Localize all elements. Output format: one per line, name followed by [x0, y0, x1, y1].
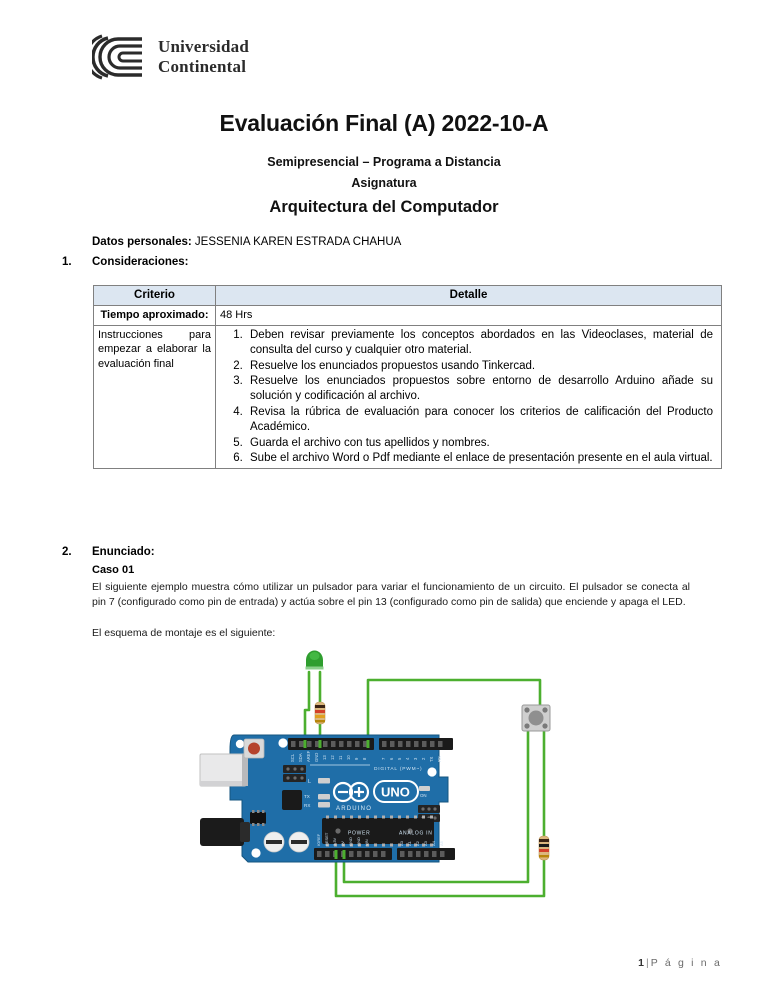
section-2-label: Enunciado: — [92, 546, 155, 558]
svg-text:RESET: RESET — [324, 832, 329, 846]
personal-data-value: JESSENIA KAREN ESTRADA CHAHUA — [194, 236, 402, 248]
svg-text:10: 10 — [346, 755, 351, 760]
personal-data-row — [92, 236, 401, 248]
svg-text:AREF: AREF — [306, 750, 311, 762]
svg-text:8: 8 — [362, 757, 367, 760]
instructions-list — [220, 328, 717, 467]
svg-text:RX: RX — [437, 756, 442, 762]
svg-text:6: 6 — [389, 757, 394, 760]
arduino-circuit-figure — [196, 650, 586, 930]
svg-text:3: 3 — [413, 757, 418, 760]
svg-text:SDA: SDA — [298, 753, 303, 762]
list-item: 4. Revisa la rúbrica de evaluación para conocer los criterios de calificación del Producto Académico. — [246, 405, 713, 436]
university-logo-block — [92, 34, 249, 80]
detalle-instrucciones — [216, 325, 722, 469]
svg-text:GND: GND — [348, 837, 353, 846]
resistor-led — [315, 702, 325, 724]
svg-text:13: 13 — [322, 755, 327, 760]
svg-text:DIGITAL (PWM~): DIGITAL (PWM~) — [374, 767, 423, 772]
list-item: 6. Sube el archivo Word o Pdf mediante el enlace de presentación presente en el aula virtual. — [246, 451, 713, 466]
svg-text:POWER: POWER — [348, 830, 371, 837]
footer-page-number: 1 — [638, 957, 644, 969]
svg-text:ARDUINO: ARDUINO — [336, 806, 373, 812]
section-1-label: Consideraciones: — [92, 256, 189, 268]
table-header-criterio: Criterio — [94, 286, 216, 306]
table-row — [94, 325, 722, 469]
enunciado-paragraph: El siguiente ejemplo muestra cómo utilizar un pulsador para variar el funcionamiento de un circuito. El pulsador se conecta al pin 7 (configurado como pin de entrada) y actúa sobre el pin 13 (configurado como pin de salida) que enciende y apaga el LED. — [92, 581, 690, 608]
svg-text:ANALOG IN: ANALOG IN — [399, 830, 433, 837]
universidad-continental-logo-icon — [92, 34, 148, 80]
svg-text:12: 12 — [330, 755, 335, 760]
footer-page-word: P á g i n a — [650, 957, 722, 969]
svg-text:A1: A1 — [407, 841, 412, 846]
footer-separator: | — [645, 957, 649, 969]
table-row — [94, 306, 722, 326]
svg-text:L: L — [308, 779, 312, 785]
svg-text:GND: GND — [314, 752, 319, 762]
svg-text:TX: TX — [304, 794, 310, 799]
svg-text:2: 2 — [421, 757, 426, 760]
page-footer — [638, 957, 722, 969]
svg-text:A0: A0 — [399, 841, 404, 846]
criterio-tiempo-aproximado: Tiempo aproximado: — [94, 306, 216, 326]
subtitle-modality: Semipresencial – Programa a Distancia — [267, 155, 501, 169]
brand-line-1: Universidad — [158, 36, 249, 56]
arduino-uno-board — [200, 735, 455, 862]
enunciado-paragraph-2: El esquema de montaje es el siguiente: — [92, 627, 276, 639]
section-1-number: 1. — [62, 256, 72, 268]
svg-text:7: 7 — [381, 757, 386, 760]
svg-text:GND: GND — [356, 837, 361, 846]
caso-label: Caso 01 — [92, 564, 135, 576]
svg-text:A3: A3 — [423, 841, 428, 846]
svg-text:A2: A2 — [415, 841, 420, 846]
svg-text:4: 4 — [405, 757, 410, 760]
document-title: Evaluación Final (A) 2022-10-A — [219, 110, 549, 136]
document-subtitles — [0, 152, 768, 220]
criterio-instrucciones: Instrucciones para empezar a elaborar la evaluación final — [94, 325, 216, 469]
resistor-pulldown — [539, 836, 549, 860]
svg-text:RX: RX — [304, 803, 311, 808]
list-item: 3. Resuelve los enunciados propuestos sobre entorno de desarrollo Arduino añade su solución y codificación al archivo. — [246, 374, 713, 405]
detalle-tiempo-aproximado: 48 Hrs — [216, 306, 722, 326]
list-item: 2. Resuelve los enunciados propuestos usando Tinkercad. — [246, 359, 713, 374]
svg-text:9: 9 — [354, 757, 359, 760]
svg-text:TX: TX — [429, 756, 434, 762]
university-brand-text — [158, 37, 249, 77]
svg-text:VIN: VIN — [364, 839, 369, 846]
svg-text:A5: A5 — [439, 841, 444, 846]
personal-data-label: Datos personales: — [92, 236, 192, 248]
led-component — [306, 651, 324, 670]
svg-text:11: 11 — [338, 755, 343, 760]
pushbutton-component — [522, 705, 550, 731]
svg-text:SCL: SCL — [290, 753, 295, 762]
considerations-table — [93, 285, 722, 469]
section-2-number: 2. — [62, 546, 72, 558]
svg-text:3.3V: 3.3V — [332, 837, 337, 846]
brand-line-2: Continental — [158, 57, 247, 76]
subtitle-asignatura-label: Asignatura — [351, 175, 417, 190]
svg-text:5V: 5V — [340, 841, 345, 846]
list-item: 5. Guarda el archivo con tus apellidos y nombres. — [246, 436, 713, 451]
subtitle-course-name: Arquitectura del Computador — [269, 198, 499, 217]
svg-text:IOREF: IOREF — [316, 833, 321, 846]
svg-text:5: 5 — [397, 757, 402, 760]
list-item: 1. Deben revisar previamente los conceptos abordados en las Videoclases, material de consulta del curso y cualquier otro material. — [246, 328, 713, 359]
svg-text:A4: A4 — [431, 841, 436, 846]
svg-text:UNO: UNO — [381, 784, 410, 800]
table-header-row — [94, 286, 722, 306]
svg-text:ON: ON — [420, 793, 427, 798]
table-header-detalle: Detalle — [216, 286, 722, 306]
